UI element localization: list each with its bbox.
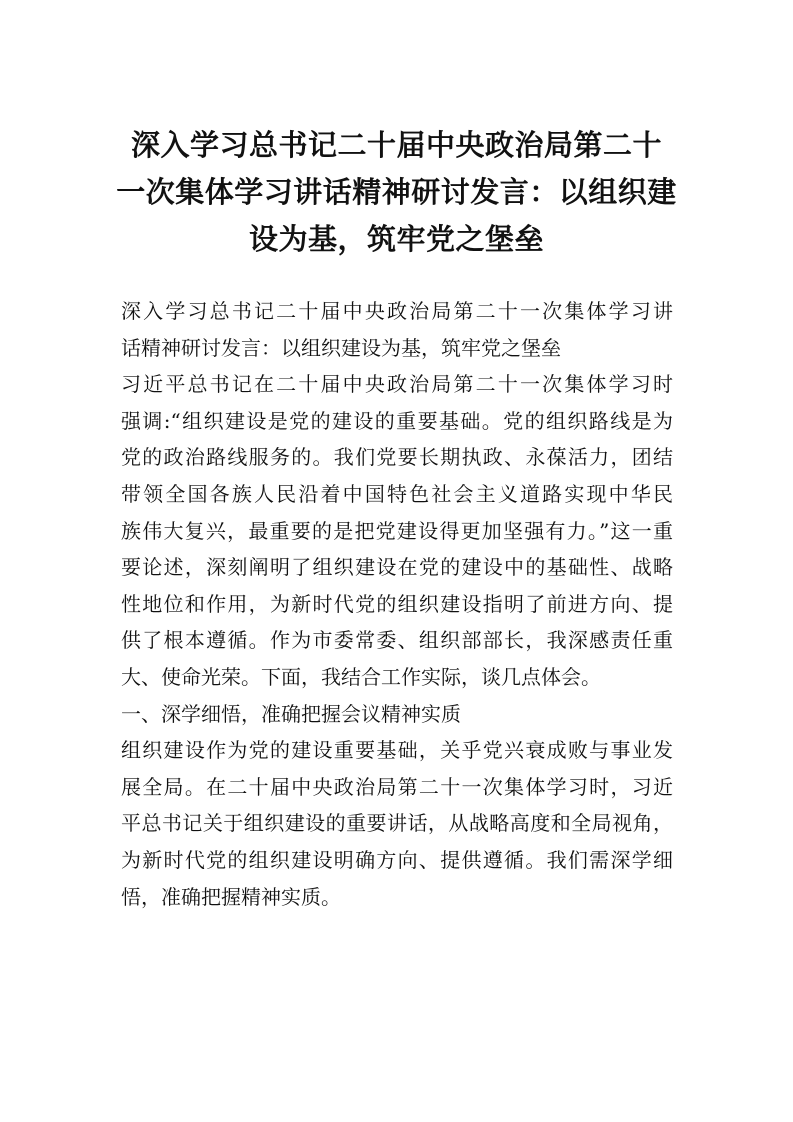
body-line: 性地位和作用，为新时代党的组织建设指明了前进方向、提 xyxy=(121,591,673,616)
body-line: 党的政治路线服务的。我们党要长期执政、永葆活力，团结 xyxy=(121,445,673,470)
body-line: 为新时代党的组织建设明确方向、提供遵循。我们需深学细 xyxy=(121,847,673,872)
body-line: 带领全国各族人民沿着中国特色社会主义道路实现中华民 xyxy=(121,481,673,506)
body-line: 展全局。在二十届中央政治局第二十一次集体学习时，习近 xyxy=(121,774,673,799)
section-heading: 一、深学细悟，准确把握会议精神实质 xyxy=(121,701,461,726)
body-line: 要论述，深刻阐明了组织建设在党的建设中的基础性、战略 xyxy=(121,555,673,580)
body-line: 供了根本遵循。作为市委常委、组织部部长，我深感责任重 xyxy=(121,628,673,653)
body-line: 族伟大复兴，最重要的是把党建设得更加坚强有力。”这一重 xyxy=(121,518,673,543)
title-line: 深入学习总书记二十届中央政治局第二十 xyxy=(130,128,662,162)
document-title xyxy=(110,122,683,263)
document-body xyxy=(121,293,673,915)
title-line: 设为基，筑牢党之堡垒 xyxy=(248,222,544,256)
body-line: 大、使命光荣。下面，我结合工作实际，谈几点体会。 xyxy=(121,664,601,689)
body-line: 平总书记关于组织建设的重要讲话，从战略高度和全局视角， xyxy=(121,811,673,836)
body-line: 组织建设作为党的建设重要基础，关乎党兴衰成败与事业发 xyxy=(121,738,673,763)
body-line: 悟，准确把握精神实质。 xyxy=(121,884,341,909)
title-line: 一次集体学习讲话精神研讨发言：以组织建 xyxy=(116,175,677,209)
body-line: 强调:“组织建设是党的建设的重要基础。党的组织路线是为 xyxy=(121,408,673,433)
body-line: 深入学习总书记二十届中央政治局第二十一次集体学习讲 xyxy=(121,299,673,323)
body-line: 习近平总书记在二十届中央政治局第二十一次集体学习时 xyxy=(121,372,673,397)
body-line: 话精神研讨发言：以组织建设为基，筑牢党之堡垒 xyxy=(121,335,561,360)
